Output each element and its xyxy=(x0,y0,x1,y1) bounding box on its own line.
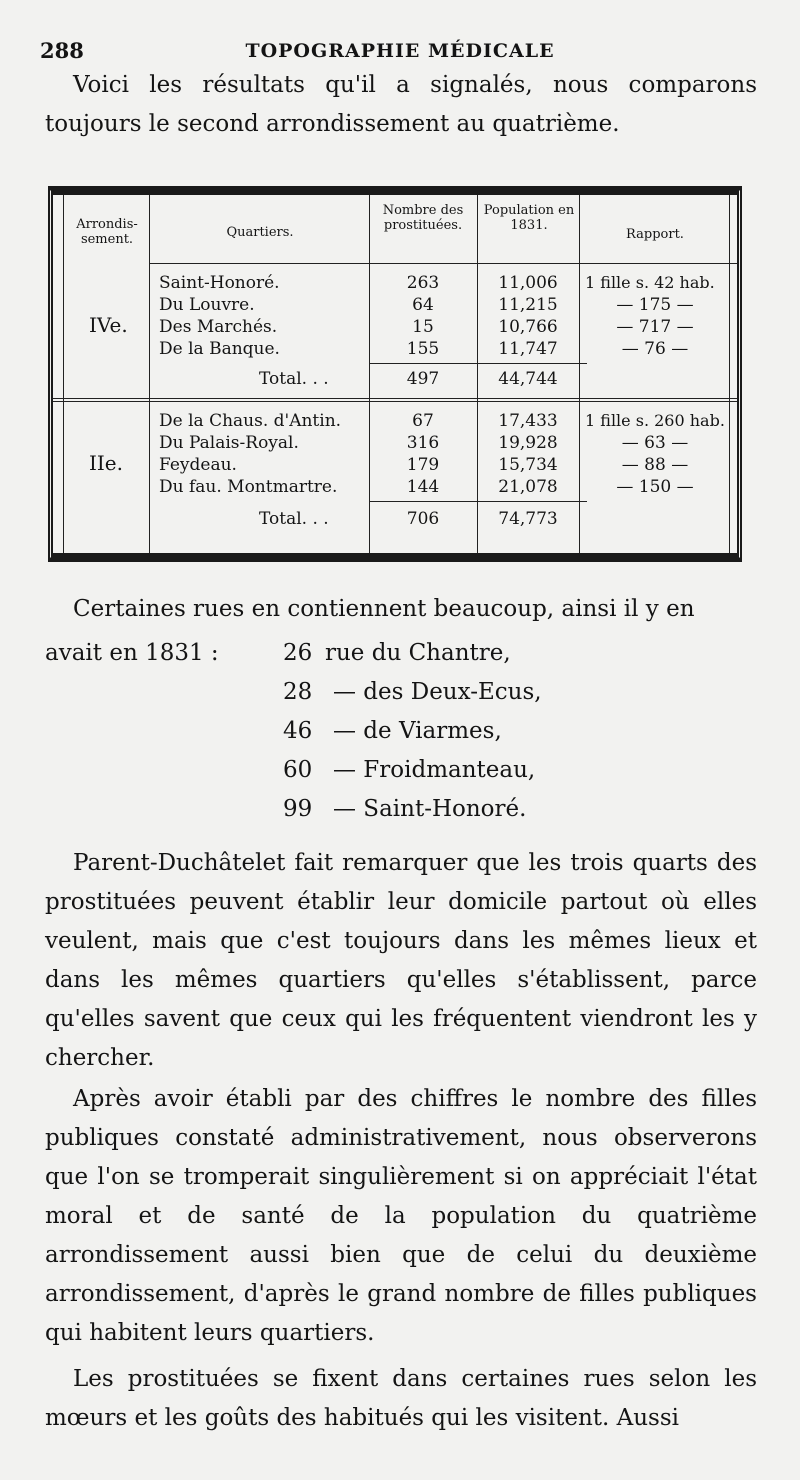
table-cell: 144 xyxy=(406,477,440,497)
total-nombre: 497 xyxy=(406,369,440,389)
table-cell: Du fau. Montmartre. xyxy=(159,477,338,497)
table-cell: 11,006 xyxy=(498,273,558,293)
group-label: IVe. xyxy=(89,313,128,337)
header-rule xyxy=(149,263,737,264)
table-cell: 1 fille s. 42 hab. xyxy=(585,273,715,292)
table-cell: 263 xyxy=(406,273,440,293)
table-cell: De la Banque. xyxy=(159,339,280,359)
table-cell: — 88 — xyxy=(621,455,689,475)
table-cell: 316 xyxy=(406,433,440,453)
street-name: rue du Chantre, xyxy=(325,640,511,666)
table-cell: 155 xyxy=(406,339,440,359)
table-cell: 11,747 xyxy=(498,339,558,359)
table-rule xyxy=(63,195,64,553)
running-title: TOPOGRAPHIE MÉDICALE xyxy=(245,40,555,62)
table-cell: Feydeau. xyxy=(159,455,237,475)
header-quartiers: Quartiers. xyxy=(226,225,294,240)
street-name: — de Viarmes, xyxy=(333,718,502,744)
total-population: 44,744 xyxy=(498,369,558,389)
table-cell: 17,433 xyxy=(498,411,558,431)
street-count: 46 xyxy=(283,718,313,744)
header-arrondissement: Arrondis-sement. xyxy=(76,217,138,247)
table-cell: 10,766 xyxy=(498,317,558,337)
header-rapport: Rapport. xyxy=(626,227,684,242)
total-nombre: 706 xyxy=(406,509,440,529)
table-cell: 21,078 xyxy=(498,477,558,497)
table-cell: 11,215 xyxy=(498,295,558,315)
table-cell: 67 xyxy=(412,411,434,431)
total-label: Total. . . xyxy=(259,369,329,389)
table-cell: 1 fille s. 260 hab. xyxy=(585,411,725,430)
total-population: 74,773 xyxy=(498,509,558,529)
street-name: — Froidmanteau, xyxy=(333,757,536,783)
table-cell: Du Palais-Royal. xyxy=(159,433,299,453)
table-cell: — 63 — xyxy=(621,433,689,453)
statistics-table xyxy=(48,186,742,562)
body-paragraph: Parent-Duchâtelet fait remarquer que les trois quarts des prostituées peuvent établir leur domicile partout où elles veulent, mais que c'est toujours dans les mêmes lieux et dans les mêmes quartiers qu'elles s'établissent, parce qu'elles savent que ceux qui les fréquentent viendront les y chercher. xyxy=(45,850,757,1071)
header-population: Population en 1831. xyxy=(483,203,575,233)
streets-intro: Certaines rues en contiennent beaucoup, ainsi il y en xyxy=(73,596,695,622)
street-count: 26 xyxy=(283,640,313,666)
table-cell: — 717 — xyxy=(616,317,694,337)
table-cell: Des Marchés. xyxy=(159,317,278,337)
table-cell: Du Louvre. xyxy=(159,295,255,315)
table-cell: Saint-Honoré. xyxy=(159,273,280,293)
body-paragraph: Après avoir établi par des chiffres le nombre des filles publiques constaté administrativement, nous observerons que l'on se tromperait singulièrement si on appréciait l'état moral et de santé de la population du quatrième arrondissement aussi bien que de celui du deuxième arrondissement, d'après le grand nombre de filles publiques qui habitent leurs quartiers. xyxy=(45,1086,757,1346)
body-paragraph: Les prostituées se fixent dans certaines rues selon les mœurs et les goûts des habitués qui les visitent. Aussi xyxy=(45,1366,757,1431)
intro-paragraph: Voici les résultats qu'il a signalés, nous comparons toujours le second arrondissement au quatrième. xyxy=(45,72,757,137)
subtotal-rule xyxy=(369,501,587,502)
table-cell: — 76 — xyxy=(621,339,689,359)
table-rule xyxy=(149,195,150,553)
table-rule xyxy=(729,195,730,553)
subtotal-rule xyxy=(369,363,587,364)
table-rule xyxy=(477,195,478,553)
total-label: Total. . . xyxy=(259,509,329,529)
table-cell: 15,734 xyxy=(498,455,558,475)
street-count: 99 xyxy=(283,796,313,822)
street-count: 28 xyxy=(283,679,313,705)
header-nombre: Nombre des prostituées. xyxy=(382,203,464,233)
group-rule xyxy=(53,398,737,402)
street-name: — Saint-Honoré. xyxy=(333,796,527,822)
table-rule xyxy=(369,195,370,553)
street-name: — des Deux-Ecus, xyxy=(333,679,542,705)
street-count: 60 xyxy=(283,757,313,783)
table-cell: 179 xyxy=(406,455,440,475)
page-header xyxy=(40,38,760,68)
group-label: IIe. xyxy=(89,451,123,475)
table-cell: 64 xyxy=(412,295,434,315)
table-rule xyxy=(579,195,580,553)
table-cell: — 175 — xyxy=(616,295,694,315)
table-cell: De la Chaus. d'Antin. xyxy=(159,411,342,431)
page-number: 288 xyxy=(40,38,84,63)
table-cell: 15 xyxy=(412,317,434,337)
streets-intro-line: avait en 1831 : xyxy=(45,640,219,666)
table-cell: — 150 — xyxy=(616,477,694,497)
table-cell: 19,928 xyxy=(498,433,558,453)
